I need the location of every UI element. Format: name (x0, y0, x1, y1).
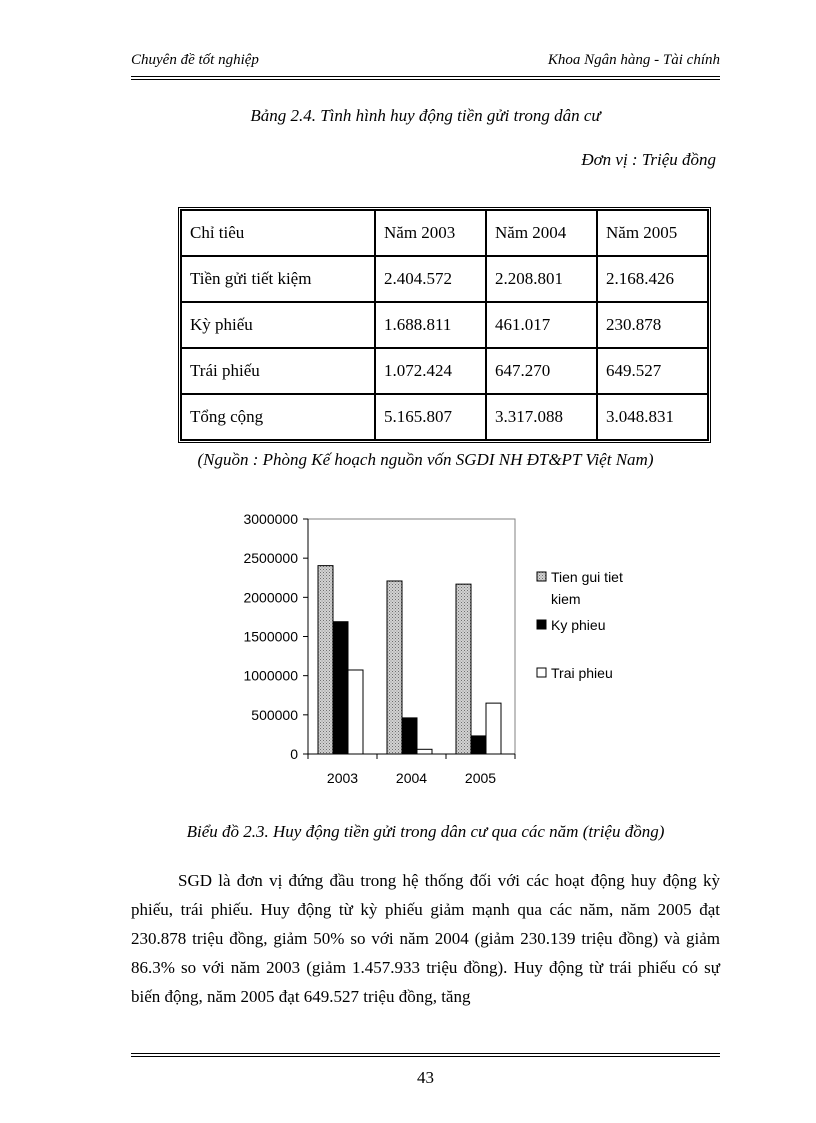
deposit-table (178, 207, 711, 443)
table-title: Bảng 2.4. Tình hình huy động tiền gửi trong dân cư (250, 106, 601, 125)
table-cell: 649.527 (597, 348, 708, 394)
unit-label: Đơn vị : Triệu đồng (581, 150, 716, 169)
bar (402, 718, 417, 754)
table-row (181, 256, 708, 302)
x-tick-label: 2005 (464, 770, 497, 786)
table-row (181, 302, 708, 348)
bar (333, 622, 348, 754)
x-tick-label: 2003 (326, 770, 359, 786)
footer-divider (131, 1053, 720, 1054)
table-row (181, 348, 708, 394)
bar (387, 581, 402, 754)
legend-label: Trai phieu (551, 665, 613, 681)
bar (318, 566, 333, 754)
bar (348, 670, 363, 754)
table-cell: Kỳ phiếu (181, 302, 375, 348)
table-header-cell: Chỉ tiêu (181, 210, 375, 256)
legend-label: kiem (551, 591, 581, 607)
x-tick-label: 2004 (395, 770, 428, 786)
table-cell: 230.878 (597, 302, 708, 348)
table-cell: 2.168.426 (597, 256, 708, 302)
y-tick-label: 1000000 (243, 667, 298, 684)
body-paragraph (131, 866, 720, 1011)
bar (486, 703, 501, 754)
bar (456, 584, 471, 754)
bar (417, 749, 432, 754)
legend-label: Ky phieu (551, 617, 606, 633)
table-cell: 647.270 (486, 348, 597, 394)
table-cell: 1.688.811 (375, 302, 486, 348)
table-cell: 2.208.801 (486, 256, 597, 302)
table-row (181, 394, 708, 440)
legend-swatch (537, 668, 546, 677)
table-header-row (181, 210, 708, 256)
table-cell: Trái phiếu (181, 348, 375, 394)
bar (471, 736, 486, 754)
table-cell: 3.317.088 (486, 394, 597, 440)
header-left: Chuyên đề tốt nghiệp (131, 52, 259, 68)
page-number: 43 (417, 1068, 434, 1087)
footer-divider-2 (131, 1056, 720, 1057)
y-tick-label: 1500000 (243, 628, 298, 645)
table-cell: 461.017 (486, 302, 597, 348)
y-tick-label: 3000000 (243, 511, 298, 527)
table-cell: 5.165.807 (375, 394, 486, 440)
header-divider (131, 76, 720, 77)
y-tick-label: 0 (290, 746, 298, 762)
legend-swatch (537, 620, 546, 629)
table-header-cell: Năm 2004 (486, 210, 597, 256)
y-tick-label: 500000 (251, 706, 298, 723)
table-header-cell: Năm 2003 (375, 210, 486, 256)
legend-label: Tien gui tiet (551, 569, 623, 585)
y-tick-label: 2500000 (243, 550, 298, 567)
header-right: Khoa Ngân hàng - Tài chính (547, 52, 720, 68)
table-cell: 2.404.572 (375, 256, 486, 302)
deposit-bar-chart (200, 500, 660, 800)
source-note: (Nguồn : Phòng Kế hoạch nguồn vốn SGDI NH ĐT&PT Việt Nam) (197, 450, 654, 469)
table-cell: 3.048.831 (597, 394, 708, 440)
table-header-cell: Năm 2005 (597, 210, 708, 256)
legend-swatch (537, 572, 546, 581)
y-tick-label: 2000000 (243, 589, 298, 606)
table-cell: 1.072.424 (375, 348, 486, 394)
page-header (131, 52, 720, 74)
table-cell: Tiền gửi tiết kiệm (181, 256, 375, 302)
table-cell: Tổng cộng (181, 394, 375, 440)
chart-caption: Biểu đồ 2.3. Huy động tiền gửi trong dân cư qua các năm (triệu đồng) (186, 822, 665, 841)
header-divider-2 (131, 79, 720, 80)
paragraph-text: SGD là đơn vị đứng đầu trong hệ thống đối với các hoạt động huy động kỳ phiếu, trái phiếu. Huy động từ kỳ phiếu giảm mạnh qua các năm, năm 2005 đạt 230.878 triệu đồng, giảm 50% so với năm 2004 (giảm 230.139 triệu đồng) và giảm 86.3% so với năm 2003 (giảm 1.457.933 triệu đồng). Huy động từ trái phiếu có sự biến động, năm 2005 đạt 649.527 triệu đồng, tăng (131, 871, 720, 1006)
